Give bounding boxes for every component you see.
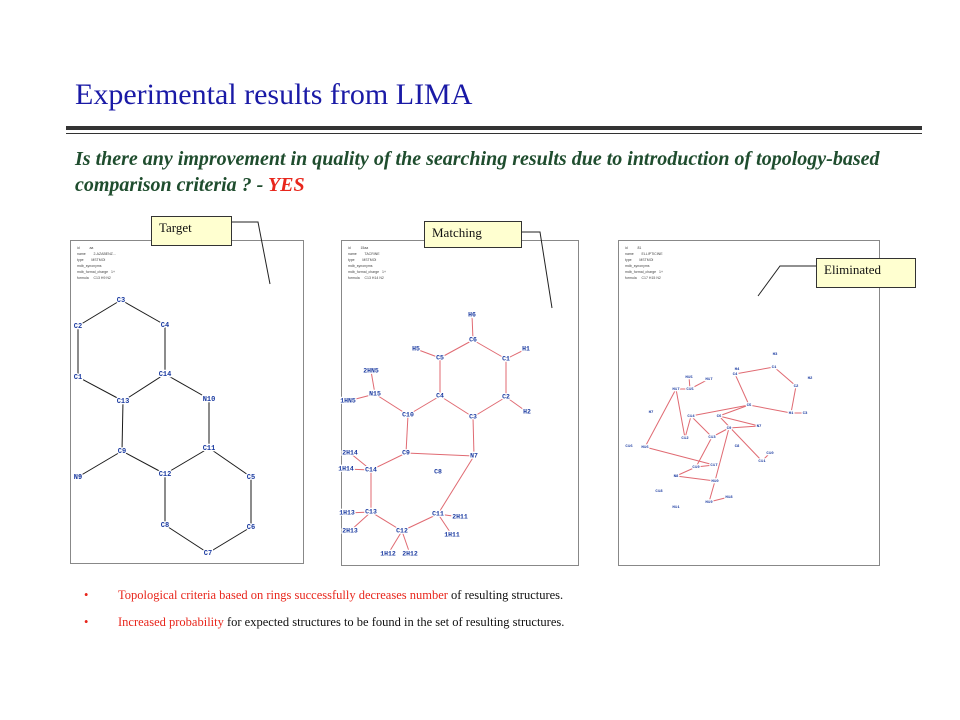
bond-line — [122, 401, 123, 451]
bullet-rest: for expected structures to be found in the set of resulting structures. — [223, 615, 565, 629]
matching-panel-header: id 15aa name TACRINE type MSTMOI mdb_synonyms mdb_formal_charge 1+ formula C13 H14 N2 — [348, 246, 387, 280]
title-divider-thin — [66, 133, 922, 134]
atom-label: 2HN5 — [363, 367, 379, 375]
atom-label: C9 — [726, 427, 732, 432]
atom-label: 1H13 — [339, 509, 355, 517]
bond-line — [121, 300, 165, 325]
atom-label: H2 — [523, 408, 531, 416]
atom-label: C4 — [436, 392, 444, 400]
atom-label: C1 — [771, 366, 777, 371]
bond-line — [406, 415, 408, 453]
bond-line — [709, 481, 715, 502]
atom-label: 2H11 — [452, 513, 468, 521]
atom-label: C9 — [117, 447, 127, 456]
atom-label: C13 — [708, 436, 716, 441]
bond-line — [473, 397, 506, 417]
atom-label: 2H13 — [342, 527, 358, 535]
atom-label: C6 — [246, 523, 256, 532]
atom-label: C16 — [625, 445, 633, 450]
bond-line — [719, 405, 749, 416]
bullet-highlight: Increased probability — [118, 615, 224, 629]
atom-label: C1 — [502, 355, 510, 363]
atom-label: C11 — [202, 444, 216, 453]
atom-label: N8 — [673, 475, 679, 480]
slide-title: Experimental results from LIMA — [75, 78, 473, 111]
atom-label: C1 — [73, 373, 83, 382]
title-divider-thick — [66, 126, 922, 130]
atom-label: C11 — [432, 510, 444, 518]
atom-label: C2 — [793, 385, 799, 390]
atom-label: H18 — [725, 496, 733, 501]
bond-line — [440, 340, 473, 358]
atom-label: H15 — [685, 376, 693, 381]
atom-label: C12 — [681, 437, 689, 442]
atom-label: 1H14 — [338, 465, 354, 473]
atom-label: C11 — [758, 460, 766, 465]
atom-label: H1 — [522, 345, 530, 353]
subtitle-question: Is there any improvement in quality of the searching results due to introduction of topology-based comparison criteria ? - — [75, 148, 880, 196]
atom-label: H3 — [772, 353, 778, 358]
atom-label: C2 — [73, 322, 83, 331]
bond-line — [676, 389, 685, 438]
atom-label: C18 — [655, 490, 663, 495]
matching-structure-panel — [338, 240, 579, 566]
atom-label: C8 — [734, 445, 740, 450]
atom-label: H2 — [807, 377, 813, 382]
bond-line — [473, 417, 474, 456]
bullet-item — [84, 615, 884, 630]
atom-label: C7 — [203, 549, 213, 558]
atom-label: C13 — [365, 508, 377, 516]
atom-label: C3 — [802, 412, 808, 417]
bullet-item — [84, 588, 884, 603]
bond-line — [645, 389, 676, 447]
atom-label: H17 — [705, 378, 713, 383]
atom-label: 1H12 — [380, 550, 396, 558]
atom-label: C19 — [692, 466, 700, 471]
bond-line — [440, 396, 473, 417]
bullet-rest: of resulting structures. — [447, 588, 564, 602]
bond-line — [406, 453, 474, 456]
target-structure-panel — [70, 240, 304, 564]
atom-label: C8 — [434, 468, 442, 476]
atom-label: C10 — [766, 452, 774, 457]
atom-label: C4 — [732, 373, 738, 378]
atom-label: C4 — [160, 321, 170, 330]
atom-label: C14 — [687, 415, 695, 420]
atom-label: C12 — [158, 470, 172, 479]
atom-label: N7 — [756, 425, 762, 430]
atom-label: N9 — [73, 473, 83, 482]
results-bullet-list — [84, 588, 884, 642]
atom-label: C14 — [158, 370, 172, 379]
atom-label: C15 — [686, 388, 694, 393]
atom-label: C5 — [746, 404, 752, 409]
atom-label: C13 — [116, 397, 130, 406]
atom-label: 2H12 — [402, 550, 418, 558]
atom-label: H5 — [412, 345, 420, 353]
atom-label: H10 — [711, 480, 719, 485]
atom-label: 1H11 — [444, 531, 460, 539]
atom-label: H16 — [641, 446, 649, 451]
atom-label: H4 — [734, 368, 740, 373]
matching-structure-diagram — [338, 241, 578, 565]
bond-line — [165, 525, 208, 553]
bond-line — [715, 428, 729, 481]
atom-label: N7 — [470, 452, 478, 460]
atom-label: C5 — [436, 354, 444, 362]
atom-label: H19 — [705, 501, 713, 506]
bond-line — [735, 367, 774, 374]
atom-label: 2H14 — [342, 449, 358, 457]
slide-subtitle — [75, 146, 895, 198]
bond-line — [691, 416, 712, 437]
bond-line — [729, 426, 759, 428]
atom-label: N15 — [369, 390, 381, 398]
bullet-highlight: Topological criteria based on rings successfully decreases number — [118, 588, 448, 602]
bond-line — [645, 447, 714, 465]
bond-line — [685, 416, 691, 438]
atom-label: N10 — [202, 395, 216, 404]
atom-label: C3 — [469, 413, 477, 421]
bond-line — [78, 300, 121, 326]
bond-line — [438, 456, 474, 514]
target-callout: Target — [151, 216, 232, 246]
atom-label: H6 — [468, 311, 476, 319]
eliminated-structure-panel — [618, 240, 880, 566]
eliminated-callout: Eliminated — [816, 258, 916, 288]
atom-label: C17 — [710, 464, 718, 469]
atom-label: C6 — [716, 415, 722, 420]
atom-label: C6 — [469, 336, 477, 344]
atom-label: C5 — [246, 473, 256, 482]
bond-line — [208, 527, 251, 553]
atom-label: C10 — [402, 411, 414, 419]
atom-label: C3 — [116, 296, 126, 305]
eliminated-structure-diagram — [619, 241, 879, 565]
atom-label: C12 — [396, 527, 408, 535]
bond-line — [78, 451, 122, 477]
target-structure-diagram — [71, 241, 303, 563]
atom-label: H11 — [672, 506, 680, 511]
atom-label: C8 — [160, 521, 170, 530]
atom-label: C2 — [502, 393, 510, 401]
atom-label: C9 — [402, 449, 410, 457]
atom-label: H1 — [788, 412, 794, 417]
atom-label: H17 — [672, 388, 680, 393]
atom-label: 1HN5 — [340, 397, 356, 405]
bond-line — [473, 340, 506, 359]
subtitle-answer: YES — [267, 174, 305, 196]
eliminated-panel-header: id 81 name ELLIPTICINE type MSTMOI mdb_synonyms mdb_formal_charge 1+ formula C17 H15 N2 — [625, 246, 664, 280]
atom-label: H7 — [648, 411, 654, 416]
target-panel-header: id aa name 2-AZABENZ... type MSTMOI mdb_synonyms mdb_formal_charge 1+ formula C13 H9 N2 — [77, 246, 116, 280]
matching-callout: Matching — [424, 221, 522, 248]
bond-line — [791, 386, 796, 413]
atom-label: C14 — [365, 466, 377, 474]
